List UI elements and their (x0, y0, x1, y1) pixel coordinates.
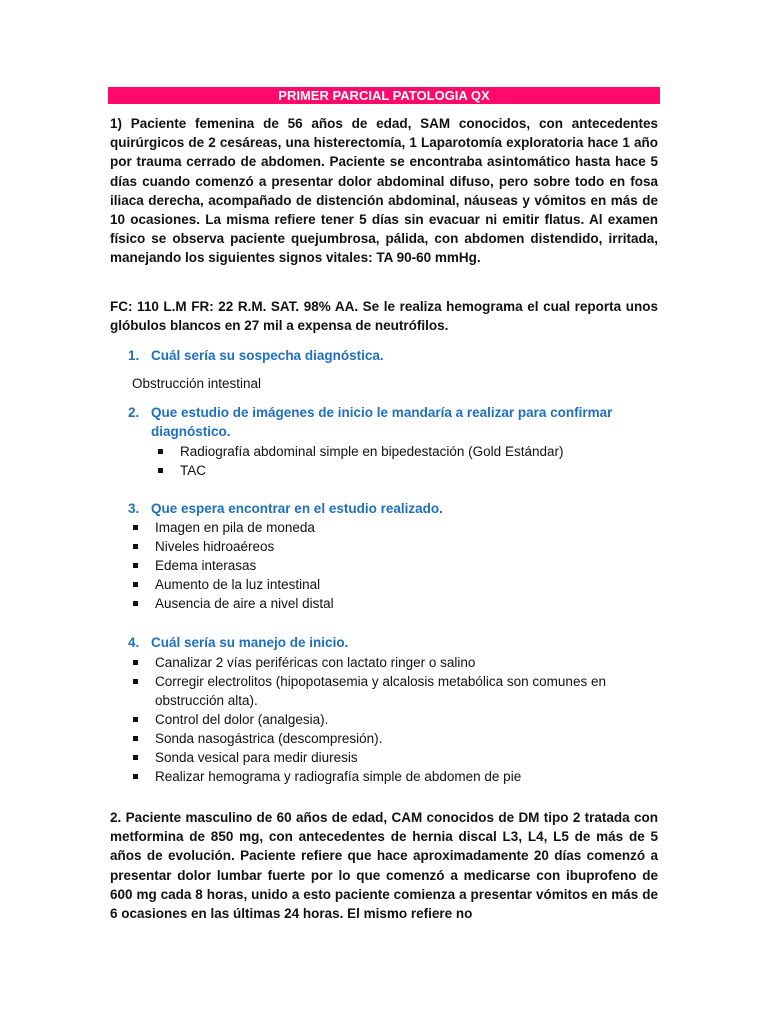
question-3-text: Que espera encontrar en el estudio realizado. (151, 501, 443, 516)
list-item: Corregir electrolitos (hipopotasemia y alcalosis metabólica son comunes en obstrucción alta). (131, 672, 661, 710)
question-3-number: 3. (128, 501, 140, 516)
case2-paragraph: 2. Paciente masculino de 60 años de edad, CAM conocidos de DM tipo 2 tratada con metformina de 850 mg, con antecedentes de hernia discal L3, L4, L5 de más de 5 años de evolución. Paciente refiere que hace aproximadamente 20 días comenzó a presentar dolor lumbar fuerte por lo que comenzó a medicarse con ibuprofeno de 600 mg cada 8 horas, unido a esto paciente comienza a presentar vómitos en más de 6 ocasiones en las últimas 24 horas. El mismo refiere no (110, 810, 658, 922)
list-item: Sonda vesical para medir diuresis (131, 748, 661, 767)
question-1-number: 1. (128, 348, 140, 363)
case1-paragraph1: 1) Paciente femenina de 56 años de edad, SAM conocidos, con antecedentes quirúrgicos de 2 cesáreas, una histerectomía, 1 Laparotomía exploratoria hace 1 año por trauma cerrado de abdomen. Paciente se encontraba asintomático hasta hace 5 días cuando comenzó a presentar dolor abdominal difuso, pero sobre todo en fosa iliaca derecha, acompañado de distención abdominal, náuseas y vómitos en más de 10 ocasiones. La misma refiere tener 5 días sin evacuar ni emitir flatus. Al examen físico se observa paciente quejumbrosa, pálida, con abdomen distendido, irritada, manejando los siguientes signos vitales: TA 90-60 mmHg. (110, 116, 658, 266)
answer-1: Obstrucción intestinal (132, 376, 262, 391)
list-item: Canalizar 2 vías periféricas con lactato ringer o salino (131, 653, 661, 672)
answer-3-list (131, 518, 661, 613)
question-1 (128, 346, 668, 365)
question-3 (128, 499, 668, 518)
list-item: TAC (156, 461, 563, 480)
question-2-text-line1: Que estudio de imágenes de inicio le mandaría a realizar para confirmar (151, 405, 613, 420)
question-1-text: Cuál sería su sospecha diagnóstica. (151, 348, 384, 363)
list-item: Realizar hemograma y radiografía simple de abdomen de pie (131, 767, 661, 786)
list-item: Radiografía abdominal simple en bipedestación (Gold Estándar) (156, 442, 563, 461)
list-item: Ausencia de aire a nivel distal (131, 594, 661, 613)
list-item: Sonda nasogástrica (descompresión). (131, 729, 661, 748)
question-4-text: Cuál sería su manejo de inicio. (151, 635, 349, 650)
list-item: Niveles hidroaéreos (131, 537, 661, 556)
question-2 (128, 403, 668, 441)
question-4 (128, 633, 668, 652)
list-item: Edema interasas (131, 556, 661, 575)
question-2-number: 2. (128, 405, 140, 420)
case1-paragraph2: FC: 110 L.M FR: 22 R.M. SAT. 98% AA. Se le realiza hemograma el cual reporta unos glóbulos blancos en 27 mil a expensa de neutrófilos. (110, 299, 658, 334)
question-4-number: 4. (128, 635, 140, 650)
answer-2-list (156, 442, 563, 480)
exam-title: PRIMER PARCIAL PATOLOGIA QX (108, 87, 660, 104)
answer-4-list (131, 653, 661, 786)
list-item: Aumento de la luz intestinal (131, 575, 661, 594)
list-item: Control del dolor (analgesia). (131, 710, 661, 729)
list-item: Imagen en pila de moneda (131, 518, 661, 537)
question-2-text-line2: diagnóstico. (151, 424, 231, 440)
